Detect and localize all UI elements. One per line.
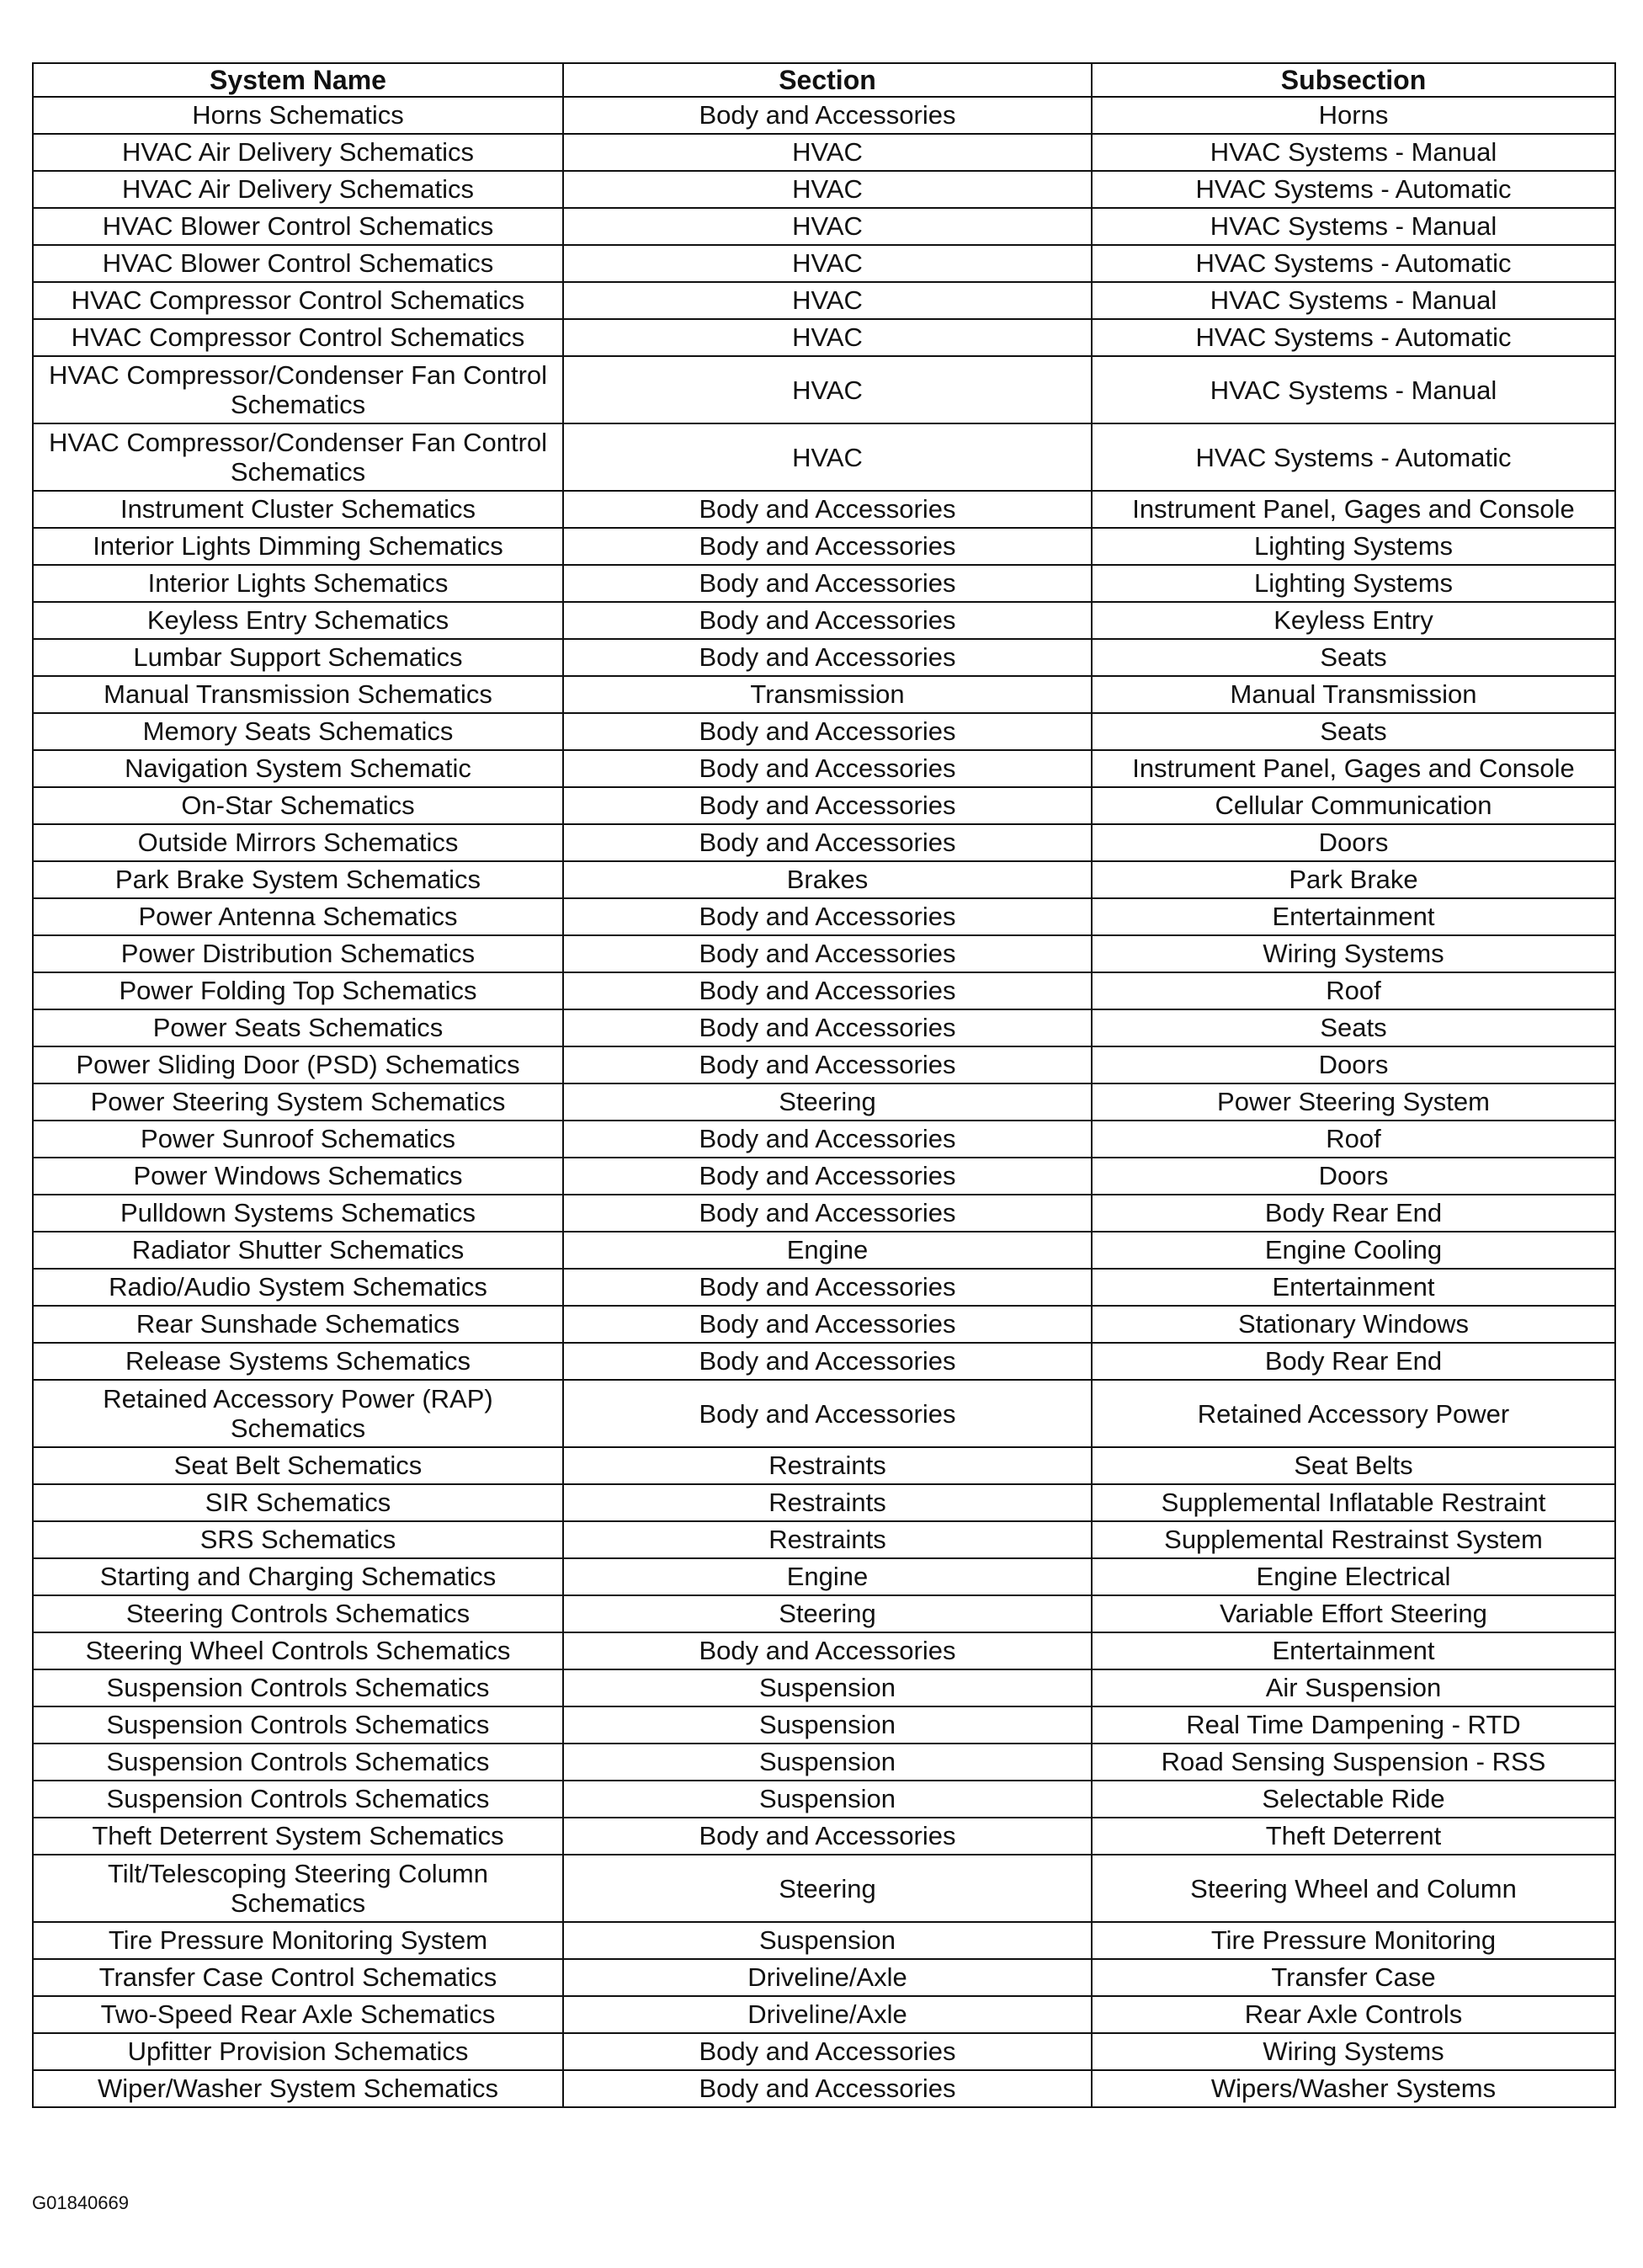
- table-row: [33, 565, 1615, 602]
- table-row: [33, 356, 1615, 423]
- cell-section: Body and Accessories: [563, 935, 1092, 972]
- table-row: [33, 282, 1615, 319]
- table-row: [33, 1521, 1615, 1558]
- table-row: [33, 1158, 1615, 1195]
- cell-system-name: Steering Wheel Controls Schematics: [33, 1632, 563, 1669]
- cell-section: Engine: [563, 1558, 1092, 1595]
- cell-subsection: Lighting Systems: [1092, 565, 1615, 602]
- table-row: [33, 1306, 1615, 1343]
- table-row: [33, 1046, 1615, 1083]
- cell-system-name: Seat Belt Schematics: [33, 1447, 563, 1484]
- cell-section: Restraints: [563, 1521, 1092, 1558]
- cell-section: Body and Accessories: [563, 787, 1092, 824]
- cell-section: Suspension: [563, 1781, 1092, 1818]
- cell-subsection: Tire Pressure Monitoring: [1092, 1922, 1615, 1959]
- cell-system-name: Suspension Controls Schematics: [33, 1669, 563, 1706]
- cell-section: HVAC: [563, 282, 1092, 319]
- table-row: [33, 1269, 1615, 1306]
- cell-subsection: Doors: [1092, 1046, 1615, 1083]
- table-row: [33, 1669, 1615, 1706]
- table-row: [33, 713, 1615, 750]
- cell-system-name: Manual Transmission Schematics: [33, 676, 563, 713]
- table-row: [33, 1121, 1615, 1158]
- cell-section: Body and Accessories: [563, 750, 1092, 787]
- cell-system-name: Horns Schematics: [33, 97, 563, 134]
- table-row: [33, 171, 1615, 208]
- cell-section: Body and Accessories: [563, 1046, 1092, 1083]
- cell-section: Body and Accessories: [563, 97, 1092, 134]
- cell-section: HVAC: [563, 245, 1092, 282]
- cell-section: Transmission: [563, 676, 1092, 713]
- cell-system-name: Tire Pressure Monitoring System: [33, 1922, 563, 1959]
- cell-system-name: On-Star Schematics: [33, 787, 563, 824]
- cell-subsection: Stationary Windows: [1092, 1306, 1615, 1343]
- table-row: [33, 491, 1615, 528]
- cell-subsection: HVAC Systems - Manual: [1092, 208, 1615, 245]
- table-row: [33, 1595, 1615, 1632]
- cell-system-name: Rear Sunshade Schematics: [33, 1306, 563, 1343]
- cell-system-name: Power Steering System Schematics: [33, 1083, 563, 1121]
- cell-subsection: Instrument Panel, Gages and Console: [1092, 750, 1615, 787]
- header-system-name: System Name: [33, 63, 563, 97]
- cell-section: Body and Accessories: [563, 639, 1092, 676]
- cell-section: Body and Accessories: [563, 491, 1092, 528]
- cell-system-name: Lumbar Support Schematics: [33, 639, 563, 676]
- cell-section: Body and Accessories: [563, 1632, 1092, 1669]
- cell-section: Body and Accessories: [563, 713, 1092, 750]
- cell-subsection: Roof: [1092, 972, 1615, 1009]
- cell-section: HVAC: [563, 356, 1092, 423]
- table-row: [33, 935, 1615, 972]
- cell-system-name: Suspension Controls Schematics: [33, 1781, 563, 1818]
- cell-section: Body and Accessories: [563, 1158, 1092, 1195]
- cell-subsection: Roof: [1092, 1121, 1615, 1158]
- cell-subsection: HVAC Systems - Manual: [1092, 282, 1615, 319]
- cell-system-name: Memory Seats Schematics: [33, 713, 563, 750]
- cell-subsection: HVAC Systems - Automatic: [1092, 171, 1615, 208]
- table-row: [33, 134, 1615, 171]
- cell-subsection: Theft Deterrent: [1092, 1818, 1615, 1855]
- cell-subsection: Entertainment: [1092, 1269, 1615, 1306]
- cell-section: Body and Accessories: [563, 2070, 1092, 2107]
- cell-system-name: Outside Mirrors Schematics: [33, 824, 563, 861]
- cell-system-name: Power Folding Top Schematics: [33, 972, 563, 1009]
- cell-subsection: Horns: [1092, 97, 1615, 134]
- cell-section: Body and Accessories: [563, 528, 1092, 565]
- cell-subsection: Steering Wheel and Column: [1092, 1855, 1615, 1922]
- cell-system-name: Radiator Shutter Schematics: [33, 1232, 563, 1269]
- cell-subsection: HVAC Systems - Automatic: [1092, 245, 1615, 282]
- cell-subsection: Body Rear End: [1092, 1195, 1615, 1232]
- cell-system-name: Radio/Audio System Schematics: [33, 1269, 563, 1306]
- table-row: [33, 1855, 1615, 1922]
- cell-subsection: Seats: [1092, 713, 1615, 750]
- cell-subsection: Body Rear End: [1092, 1343, 1615, 1380]
- cell-subsection: Retained Accessory Power: [1092, 1380, 1615, 1447]
- cell-system-name: Theft Deterrent System Schematics: [33, 1818, 563, 1855]
- cell-section: Steering: [563, 1083, 1092, 1121]
- table-row: [33, 1818, 1615, 1855]
- table-body: [33, 97, 1615, 2107]
- cell-section: Body and Accessories: [563, 972, 1092, 1009]
- cell-subsection: Selectable Ride: [1092, 1781, 1615, 1818]
- cell-system-name: HVAC Air Delivery Schematics: [33, 171, 563, 208]
- cell-system-name: Park Brake System Schematics: [33, 861, 563, 898]
- cell-section: Body and Accessories: [563, 1121, 1092, 1158]
- cell-system-name: Upfitter Provision Schematics: [33, 2033, 563, 2070]
- table-row: [33, 1083, 1615, 1121]
- cell-section: Body and Accessories: [563, 898, 1092, 935]
- table-row: [33, 1195, 1615, 1232]
- table-row: [33, 602, 1615, 639]
- cell-subsection: Supplemental Inflatable Restraint: [1092, 1484, 1615, 1521]
- cell-system-name: HVAC Blower Control Schematics: [33, 208, 563, 245]
- cell-section: Body and Accessories: [563, 1343, 1092, 1380]
- cell-system-name: Power Windows Schematics: [33, 1158, 563, 1195]
- cell-subsection: Rear Axle Controls: [1092, 1996, 1615, 2033]
- cell-subsection: Manual Transmission: [1092, 676, 1615, 713]
- cell-section: Driveline/Axle: [563, 1959, 1092, 1996]
- cell-subsection: Lighting Systems: [1092, 528, 1615, 565]
- cell-section: Steering: [563, 1595, 1092, 1632]
- cell-subsection: Wipers/Washer Systems: [1092, 2070, 1615, 2107]
- table-row: [33, 423, 1615, 491]
- cell-section: Steering: [563, 1855, 1092, 1922]
- table-row: [33, 861, 1615, 898]
- table-row: [33, 97, 1615, 134]
- table-row: [33, 1009, 1615, 1046]
- cell-section: Body and Accessories: [563, 1269, 1092, 1306]
- cell-system-name: Power Seats Schematics: [33, 1009, 563, 1046]
- cell-system-name: Retained Accessory Power (RAP) Schematics: [33, 1380, 563, 1447]
- cell-subsection: Air Suspension: [1092, 1669, 1615, 1706]
- schematics-index-table: [32, 62, 1616, 2108]
- table-row: [33, 1447, 1615, 1484]
- table-row: [33, 1996, 1615, 2033]
- schematics-index-table-container: [32, 62, 1614, 2108]
- header-subsection: Subsection: [1092, 63, 1615, 97]
- cell-system-name: Power Sliding Door (PSD) Schematics: [33, 1046, 563, 1083]
- table-row: [33, 972, 1615, 1009]
- table-row: [33, 898, 1615, 935]
- cell-subsection: Entertainment: [1092, 1632, 1615, 1669]
- table-row: [33, 1232, 1615, 1269]
- cell-section: Brakes: [563, 861, 1092, 898]
- cell-subsection: Engine Electrical: [1092, 1558, 1615, 1595]
- cell-system-name: Navigation System Schematic: [33, 750, 563, 787]
- cell-subsection: HVAC Systems - Automatic: [1092, 319, 1615, 356]
- table-row: [33, 787, 1615, 824]
- table-row: [33, 1558, 1615, 1595]
- cell-section: Body and Accessories: [563, 2033, 1092, 2070]
- cell-system-name: SIR Schematics: [33, 1484, 563, 1521]
- cell-system-name: Instrument Cluster Schematics: [33, 491, 563, 528]
- cell-section: Body and Accessories: [563, 1009, 1092, 1046]
- cell-subsection: Variable Effort Steering: [1092, 1595, 1615, 1632]
- table-row: [33, 750, 1615, 787]
- cell-system-name: SRS Schematics: [33, 1521, 563, 1558]
- cell-subsection: Entertainment: [1092, 898, 1615, 935]
- table-row: [33, 208, 1615, 245]
- cell-subsection: Seats: [1092, 1009, 1615, 1046]
- cell-subsection: Engine Cooling: [1092, 1232, 1615, 1269]
- cell-section: Body and Accessories: [563, 1818, 1092, 1855]
- table-row: [33, 1959, 1615, 1996]
- table-row: [33, 639, 1615, 676]
- cell-system-name: Transfer Case Control Schematics: [33, 1959, 563, 1996]
- cell-system-name: Interior Lights Schematics: [33, 565, 563, 602]
- cell-section: Body and Accessories: [563, 565, 1092, 602]
- cell-system-name: Wiper/Washer System Schematics: [33, 2070, 563, 2107]
- table-row: [33, 2033, 1615, 2070]
- table-row: [33, 1380, 1615, 1447]
- cell-subsection: Seat Belts: [1092, 1447, 1615, 1484]
- cell-section: HVAC: [563, 208, 1092, 245]
- cell-subsection: Doors: [1092, 1158, 1615, 1195]
- cell-subsection: Park Brake: [1092, 861, 1615, 898]
- cell-subsection: Road Sensing Suspension - RSS: [1092, 1744, 1615, 1781]
- cell-section: HVAC: [563, 134, 1092, 171]
- cell-section: Engine: [563, 1232, 1092, 1269]
- cell-subsection: Transfer Case: [1092, 1959, 1615, 1996]
- document-id: G01840669: [32, 2192, 129, 2213]
- table-row: [33, 319, 1615, 356]
- cell-subsection: Real Time Dampening - RTD: [1092, 1706, 1615, 1744]
- header-section: Section: [563, 63, 1092, 97]
- cell-system-name: Power Distribution Schematics: [33, 935, 563, 972]
- cell-system-name: Pulldown Systems Schematics: [33, 1195, 563, 1232]
- table-row: [33, 245, 1615, 282]
- cell-system-name: Two-Speed Rear Axle Schematics: [33, 1996, 563, 2033]
- cell-section: Body and Accessories: [563, 1195, 1092, 1232]
- cell-system-name: HVAC Air Delivery Schematics: [33, 134, 563, 171]
- cell-section: Body and Accessories: [563, 602, 1092, 639]
- cell-section: Restraints: [563, 1447, 1092, 1484]
- cell-section: Body and Accessories: [563, 1306, 1092, 1343]
- cell-subsection: Power Steering System: [1092, 1083, 1615, 1121]
- table-row: [33, 1343, 1615, 1380]
- cell-subsection: Supplemental Restrainst System: [1092, 1521, 1615, 1558]
- cell-system-name: Suspension Controls Schematics: [33, 1706, 563, 1744]
- cell-section: Suspension: [563, 1922, 1092, 1959]
- table-row: [33, 1781, 1615, 1818]
- cell-system-name: Steering Controls Schematics: [33, 1595, 563, 1632]
- table-row: [33, 824, 1615, 861]
- cell-system-name: Starting and Charging Schematics: [33, 1558, 563, 1595]
- cell-subsection: Instrument Panel, Gages and Console: [1092, 491, 1615, 528]
- cell-system-name: HVAC Compressor/Condenser Fan Control Schematics: [33, 356, 563, 423]
- cell-section: HVAC: [563, 319, 1092, 356]
- cell-system-name: Release Systems Schematics: [33, 1343, 563, 1380]
- table-row: [33, 1484, 1615, 1521]
- cell-system-name: Interior Lights Dimming Schematics: [33, 528, 563, 565]
- cell-system-name: HVAC Compressor Control Schematics: [33, 282, 563, 319]
- cell-system-name: Tilt/Telescoping Steering Column Schematics: [33, 1855, 563, 1922]
- cell-subsection: HVAC Systems - Manual: [1092, 134, 1615, 171]
- cell-section: HVAC: [563, 171, 1092, 208]
- cell-subsection: HVAC Systems - Manual: [1092, 356, 1615, 423]
- cell-subsection: Doors: [1092, 824, 1615, 861]
- table-row: [33, 1922, 1615, 1959]
- cell-section: HVAC: [563, 423, 1092, 491]
- cell-section: Restraints: [563, 1484, 1092, 1521]
- table-row: [33, 2070, 1615, 2107]
- cell-system-name: Power Sunroof Schematics: [33, 1121, 563, 1158]
- cell-system-name: HVAC Blower Control Schematics: [33, 245, 563, 282]
- cell-section: Suspension: [563, 1706, 1092, 1744]
- cell-subsection: HVAC Systems - Automatic: [1092, 423, 1615, 491]
- table-row: [33, 1632, 1615, 1669]
- cell-subsection: Wiring Systems: [1092, 935, 1615, 972]
- table-row: [33, 1744, 1615, 1781]
- cell-system-name: Suspension Controls Schematics: [33, 1744, 563, 1781]
- cell-system-name: Power Antenna Schematics: [33, 898, 563, 935]
- cell-system-name: HVAC Compressor Control Schematics: [33, 319, 563, 356]
- cell-system-name: HVAC Compressor/Condenser Fan Control Schematics: [33, 423, 563, 491]
- cell-subsection: Cellular Communication: [1092, 787, 1615, 824]
- table-row: [33, 676, 1615, 713]
- cell-section: Suspension: [563, 1744, 1092, 1781]
- cell-section: Body and Accessories: [563, 1380, 1092, 1447]
- cell-system-name: Keyless Entry Schematics: [33, 602, 563, 639]
- cell-section: Suspension: [563, 1669, 1092, 1706]
- table-header-row: [33, 63, 1615, 97]
- cell-subsection: Seats: [1092, 639, 1615, 676]
- cell-section: Body and Accessories: [563, 824, 1092, 861]
- cell-subsection: Wiring Systems: [1092, 2033, 1615, 2070]
- cell-subsection: Keyless Entry: [1092, 602, 1615, 639]
- table-row: [33, 528, 1615, 565]
- table-row: [33, 1706, 1615, 1744]
- cell-section: Driveline/Axle: [563, 1996, 1092, 2033]
